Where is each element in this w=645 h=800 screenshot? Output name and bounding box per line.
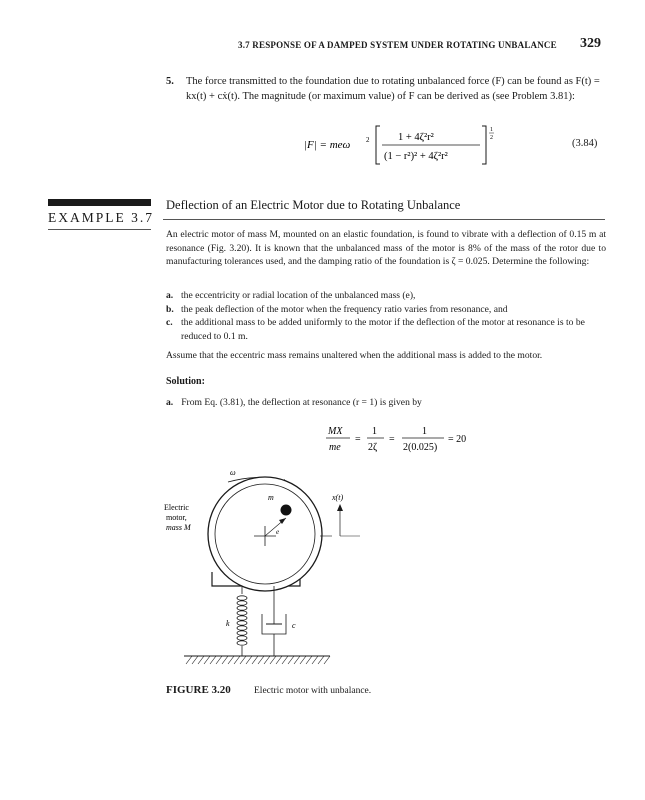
figure-label: FIGURE 3.20 xyxy=(166,684,231,696)
omega-label: ω xyxy=(230,468,236,477)
spring-k-label: k xyxy=(226,619,230,628)
spring-coil xyxy=(237,596,247,645)
eccentricity-label: e xyxy=(276,528,280,536)
exponent-denominator: 2 xyxy=(490,135,493,141)
equation-lhs-sup: 2 xyxy=(366,136,370,144)
list-item-5 xyxy=(166,74,606,104)
question-label: a. xyxy=(166,290,174,301)
equation-denominator: (1 − r²)² + 4ζ²r² xyxy=(384,151,448,162)
problem-statement: An electric motor of mass M, mounted on an elastic foundation, is found to vibrate with a deflection of 0.15 m at resonance (Fig. 3.20). It is known that the unbalanced mass of the motor is 8% of the mass of the rotor due to manufacturing tolerances used, and the damping ratio of the foundation is ζ = 0.025. Determine the following: xyxy=(166,229,606,267)
question-label: c. xyxy=(166,317,173,328)
eq-equals-2: = xyxy=(389,434,395,445)
question-b xyxy=(166,303,606,317)
question-text: the additional mass to be added uniformly to the motor if the deflection of the motor at resonance is to be reduced to 0.1 m. xyxy=(181,317,585,342)
question-c xyxy=(166,316,606,343)
equation-3-84 xyxy=(300,122,600,168)
eq-mid-num: 1 xyxy=(372,426,377,437)
motor-label-line-2: motor, xyxy=(166,513,187,522)
eq-mid-den: 2ζ xyxy=(368,442,378,453)
question-text: the peak deflection of the motor when the frequency ratio varies from resonance, and xyxy=(181,303,508,315)
solution-heading: Solution: xyxy=(166,376,205,387)
running-header: 3.7 RESPONSE OF A DAMPED SYSTEM UNDER ROTATING UNBALANCE xyxy=(238,40,557,50)
left-bracket xyxy=(376,126,380,164)
solution-part-text: From Eq. (3.81), the deflection at resonance (r = 1) is given by xyxy=(181,397,422,408)
exponent-numerator: 1 xyxy=(490,127,493,133)
example-bar xyxy=(48,199,151,206)
eq-equals-1: = xyxy=(355,434,361,445)
damper-c-label: c xyxy=(292,621,296,630)
motor-label-line-1: Electric xyxy=(164,503,189,512)
example-rule xyxy=(163,219,605,220)
example-title: Deflection of an Electric Motor due to Rotating Unbalance xyxy=(166,198,461,212)
example-underline xyxy=(48,229,151,230)
right-bracket xyxy=(482,126,486,164)
item-number: 5. xyxy=(166,76,174,87)
question-a xyxy=(166,289,606,303)
unbalanced-mass xyxy=(281,505,292,516)
equation-numerator: 1 + 4ζ²r² xyxy=(398,132,434,143)
eq-result: = 20 xyxy=(448,434,467,445)
motor-label-line-3: mass M xyxy=(166,523,191,532)
equation-number: (3.84) xyxy=(572,138,598,149)
resonance-equation xyxy=(322,420,522,465)
page-number: 329 xyxy=(580,36,601,51)
figure-electric-motor xyxy=(160,462,380,674)
displacement-label: x(t) xyxy=(332,493,344,502)
example-label: EXAMPLE 3.7 xyxy=(48,210,154,225)
item-text: The force transmitted to the foundation due to rotating unbalanced force (F) can be found as F(t) = kx(t) + cẋ(t). The magnitude (or maximum value) of F can be derived as (see Problem 3.81): xyxy=(186,76,600,102)
equation-lhs: |F| = meω xyxy=(304,139,351,151)
displacement-arrowhead xyxy=(337,504,343,511)
figure-caption: Electric motor with unbalance. xyxy=(254,686,372,696)
question-label: b. xyxy=(166,303,174,315)
question-list xyxy=(166,289,606,343)
eq-lhs-num: MX xyxy=(328,426,343,437)
eq-rhs-den: 2(0.025) xyxy=(403,442,438,453)
solution-part-a xyxy=(166,397,606,408)
eq-rhs-num: 1 xyxy=(422,426,427,437)
solution-part-label: a. xyxy=(166,397,174,408)
eq-lhs-den: me xyxy=(329,442,341,453)
ground-hatch xyxy=(186,656,330,664)
mass-m-label: m xyxy=(268,493,274,502)
question-text: the eccentricity or radial location of the unbalanced mass (e), xyxy=(181,290,416,301)
assumption-text: Assume that the eccentric mass remains unaltered when the additional mass is added to the motor. xyxy=(166,350,543,361)
